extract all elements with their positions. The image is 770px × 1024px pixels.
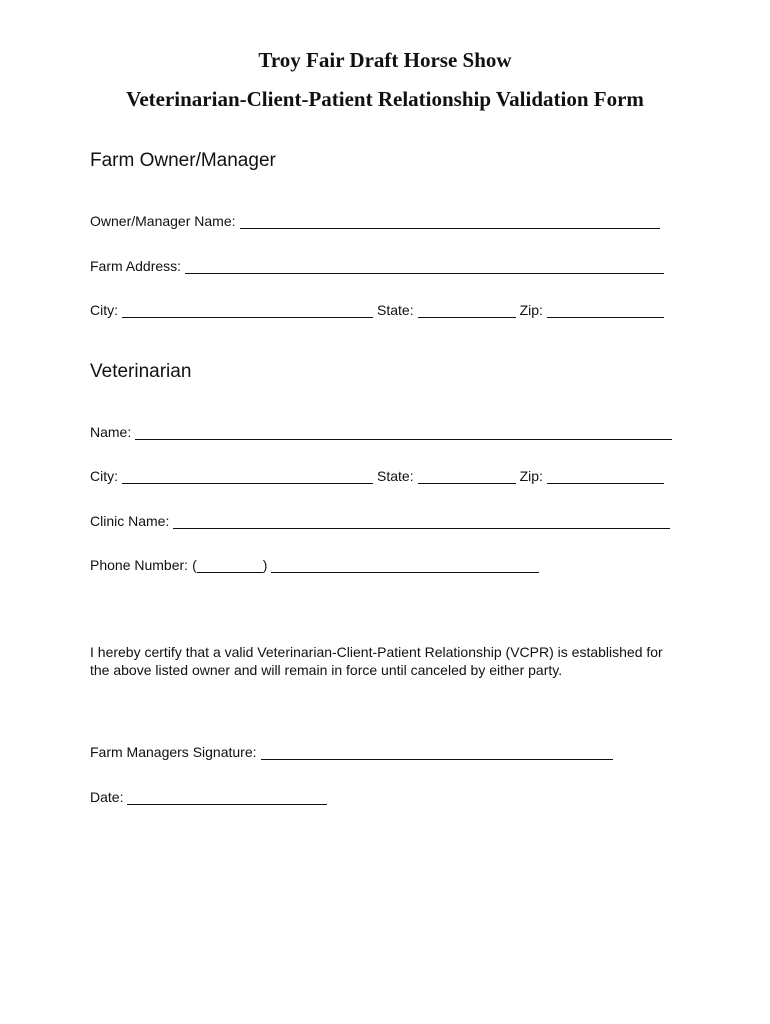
owner-name-row	[90, 209, 660, 229]
phone-open-paren: (	[192, 557, 197, 573]
farm-address-row	[90, 254, 664, 274]
owner-name-label: Owner/Manager Name:	[90, 213, 236, 229]
vet-section-heading: Veterinarian	[90, 361, 192, 382]
owner-zip-field[interactable]	[547, 303, 664, 318]
owner-zip-label: Zip:	[519, 302, 543, 318]
vet-name-field[interactable]	[135, 425, 672, 440]
signature-row	[90, 740, 613, 760]
phone-label: Phone Number:	[90, 557, 189, 573]
vet-city-row	[90, 464, 664, 484]
signature-label: Farm Managers Signature:	[90, 744, 257, 760]
date-label: Date:	[90, 789, 124, 805]
owner-city-field[interactable]	[122, 303, 373, 318]
vet-name-label: Name:	[90, 424, 132, 440]
vet-city-field[interactable]	[122, 469, 373, 484]
vet-state-field[interactable]	[418, 469, 516, 484]
vet-zip-label: Zip:	[519, 468, 543, 484]
owner-section-heading: Farm Owner/Manager	[90, 150, 276, 171]
clinic-name-label: Clinic Name:	[90, 513, 170, 529]
clinic-name-field[interactable]	[173, 514, 670, 529]
owner-state-field[interactable]	[418, 303, 516, 318]
owner-state-label: State:	[377, 302, 414, 318]
form-subtitle: Veterinarian-Client-Patient Relationship Validation Form	[126, 87, 644, 111]
phone-row	[90, 553, 539, 573]
date-row	[90, 785, 327, 805]
farm-address-label: Farm Address:	[90, 258, 182, 274]
phone-close-paren: )	[262, 557, 268, 573]
signature-field[interactable]	[261, 745, 613, 760]
owner-city-label: City:	[90, 302, 118, 318]
certification-statement: I hereby certify that a valid Veterinarian-Client-Patient Relationship (VCPR) is established for the above listed owner and will remain in force until canceled by either party.	[90, 644, 663, 678]
form-title: Troy Fair Draft Horse Show	[258, 48, 512, 72]
phone-number-field[interactable]	[271, 558, 539, 573]
vet-name-row	[90, 420, 672, 440]
farm-address-field[interactable]	[185, 259, 664, 274]
owner-city-row	[90, 298, 664, 318]
owner-name-field[interactable]	[240, 214, 660, 229]
vet-zip-field[interactable]	[547, 469, 664, 484]
vet-city-label: City:	[90, 468, 118, 484]
phone-area-code-field[interactable]	[197, 558, 263, 573]
vet-state-label: State:	[377, 468, 414, 484]
clinic-name-row	[90, 509, 670, 529]
date-field[interactable]	[127, 790, 327, 805]
